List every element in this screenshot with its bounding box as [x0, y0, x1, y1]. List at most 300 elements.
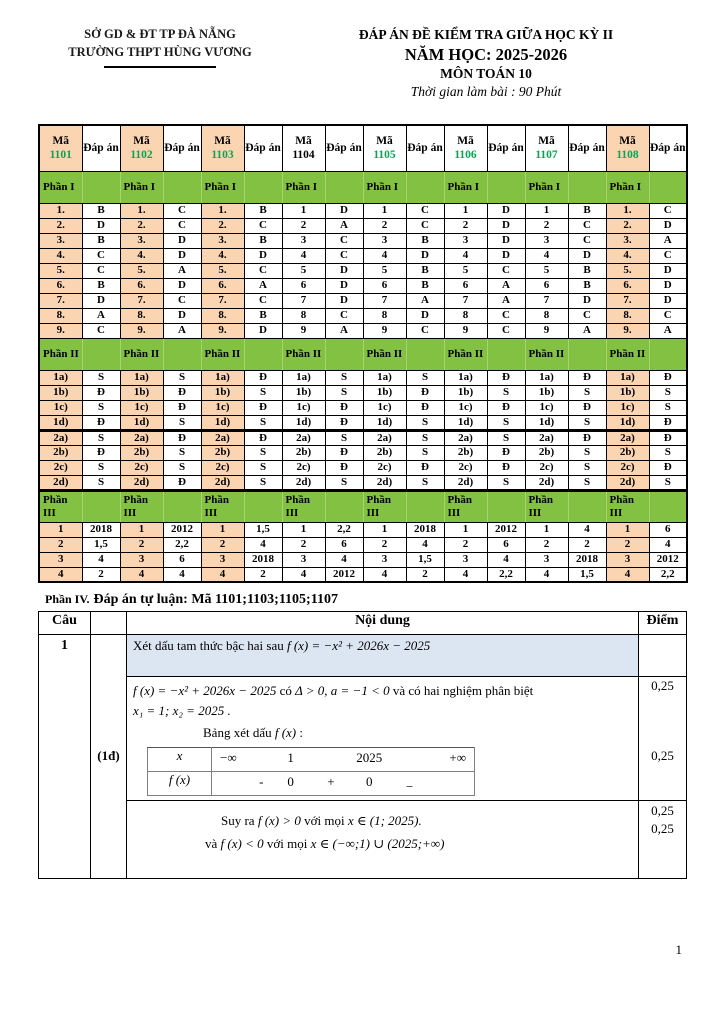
subject-title: MÔN TOÁN 10 [440, 65, 532, 81]
ma-label: Mã [214, 134, 231, 147]
points-cell-2 [639, 800, 687, 878]
answer-cell: B [244, 203, 282, 218]
answer-cell: 2018 [406, 522, 444, 537]
formula: Δ > 0, a = −1 < 0 [295, 683, 390, 699]
answer-cell: 4 [568, 522, 606, 537]
question-label-cell: 3. [201, 233, 244, 248]
question-label-cell: 2 [39, 537, 82, 552]
question-label-cell: 1d) [201, 415, 244, 430]
question-label-cell: 2d) [444, 475, 487, 490]
answer-cell: C [244, 293, 282, 308]
question-label-cell: 1 [525, 522, 568, 537]
answer-cell: B [406, 233, 444, 248]
exam-code: 1102 [130, 149, 153, 162]
answer-cell: S [406, 445, 444, 460]
question-label-cell: 1c) [606, 400, 649, 415]
question-label-cell: 1d) [363, 415, 406, 430]
question-label-cell: 6 [363, 278, 406, 293]
answer-cell: S [568, 460, 606, 475]
answer-cell: 2018 [244, 552, 282, 567]
answer-cell: S [163, 415, 201, 430]
answer-cell: A [244, 278, 282, 293]
answer-cell: A [325, 323, 363, 338]
code-header-cell [444, 125, 487, 171]
answer-cell: 4 [487, 552, 525, 567]
answer-cell: S [568, 385, 606, 400]
question-label-cell: 1b) [363, 385, 406, 400]
question-label-cell: 3. [120, 233, 163, 248]
answer-cell: S [487, 385, 525, 400]
question-label-cell: 9. [606, 323, 649, 338]
answer-cell: D [163, 248, 201, 263]
question-label-cell: 1d) [120, 415, 163, 430]
answer-cell: S [325, 385, 363, 400]
answer-cell: S [244, 415, 282, 430]
answer-cell: C [568, 233, 606, 248]
question-label-cell: 2a) [120, 430, 163, 445]
answer-cell: C [649, 308, 687, 323]
answer-cell: Đ [649, 460, 687, 475]
answer-cell: Đ [244, 400, 282, 415]
answer-cell: 6 [325, 537, 363, 552]
answer-cell: C [568, 308, 606, 323]
answer-cell: Đ [487, 460, 525, 475]
section-label-cell: Phần III [444, 490, 487, 522]
pos-infinity: +∞ [449, 749, 466, 765]
answer-cell: 2012 [163, 522, 201, 537]
question-label-cell: 3 [363, 552, 406, 567]
answer-cell: Đ [325, 445, 363, 460]
answer-cell: 6 [487, 537, 525, 552]
code-header-cell [120, 125, 163, 171]
answer-cell: 2012 [649, 552, 687, 567]
question-label-cell: 1d) [444, 415, 487, 430]
question-label-cell: 4 [525, 248, 568, 263]
exam-code: 1106 [454, 149, 477, 162]
code-header-row [39, 125, 687, 171]
question-label-cell: 1. [606, 203, 649, 218]
sign-minus: − [405, 778, 414, 794]
question-label-cell: 3 [39, 552, 82, 567]
answer-cell: A [163, 263, 201, 278]
formula: f (x) > 0 [257, 812, 301, 828]
question-label-cell: 1a) [39, 370, 82, 385]
question-label-cell: 2b) [606, 445, 649, 460]
section-label-cell: Phần I [363, 171, 406, 203]
section-label-cell: Phần III [282, 490, 325, 522]
ma-label: Mã [295, 134, 312, 147]
question-label-cell: 1 [363, 203, 406, 218]
question-label-cell: 2 [363, 537, 406, 552]
answer-cell: Đ [568, 370, 606, 385]
question-label-cell: 1 [120, 522, 163, 537]
statement-row [39, 635, 687, 677]
answer-header-cell: Đáp án [163, 125, 201, 171]
question-label-cell: 4 [444, 248, 487, 263]
question-label-cell: 1. [120, 203, 163, 218]
question-label-cell: 5 [525, 263, 568, 278]
header-divider-line [104, 66, 216, 68]
question-points: (1đ) [91, 635, 127, 878]
answer-row [39, 400, 687, 415]
answer-row [39, 385, 687, 400]
sign-chart-signs [212, 771, 475, 795]
question-label-cell: 4 [282, 248, 325, 263]
question-label-cell: 1a) [201, 370, 244, 385]
points-value: 0,25 [651, 802, 674, 818]
question-label-cell: 6. [201, 278, 244, 293]
answer-cell: A [82, 308, 120, 323]
answer-cell: C [406, 323, 444, 338]
section-filler-cell [163, 338, 201, 370]
formula: f (x) = −x² + 2026x − 2025 [133, 683, 277, 699]
question-label-cell: 2c) [363, 460, 406, 475]
question-label-cell: 1d) [606, 415, 649, 430]
section-filler-cell [649, 490, 687, 522]
answer-cell: Đ [82, 415, 120, 430]
answer-cell: S [406, 430, 444, 445]
section-filler-cell [244, 490, 282, 522]
answer-cell: Đ [649, 415, 687, 430]
question-label-cell: 6 [282, 278, 325, 293]
answer-cell: Đ [406, 385, 444, 400]
answer-cell: S [325, 430, 363, 445]
answer-cell: 2012 [325, 567, 363, 582]
section-label-cell: Phần III [525, 490, 568, 522]
answer-cell: D [325, 263, 363, 278]
question-label-cell: 1b) [282, 385, 325, 400]
answer-cell: C [406, 218, 444, 233]
answer-header-cell: Đáp án [244, 125, 282, 171]
question-label-cell: 9. [120, 323, 163, 338]
question-label-cell: 2 [444, 537, 487, 552]
answer-cell: 2012 [487, 522, 525, 537]
answer-cell: S [163, 460, 201, 475]
answer-cell: B [406, 263, 444, 278]
question-label-cell: 2c) [201, 460, 244, 475]
answer-cell: C [325, 308, 363, 323]
ma-label: Mã [52, 134, 70, 147]
question-label-cell: 2b) [201, 445, 244, 460]
question-label-cell: 4 [282, 567, 325, 582]
answer-cell: A [487, 293, 525, 308]
section-row [39, 490, 687, 522]
question-label-cell: 2b) [525, 445, 568, 460]
points-cell-1 [639, 677, 687, 800]
answer-cell: D [163, 308, 201, 323]
answer-key-table [38, 124, 688, 583]
answer-cell: S [568, 475, 606, 490]
answer-row [39, 567, 687, 582]
section-label-cell: Phần III [606, 490, 649, 522]
section-label-cell: Phần III [120, 490, 163, 522]
section-label-cell: Phần II [39, 338, 82, 370]
answer-cell: C [649, 248, 687, 263]
answer-row [39, 460, 687, 475]
question-label-cell: 7. [606, 293, 649, 308]
section-label-cell: Phần II [444, 338, 487, 370]
answer-cell: D [325, 278, 363, 293]
solution-content-2 [127, 800, 639, 878]
statement-text: Xét dấu tam thức bậc hai sau [133, 638, 287, 654]
text: Suy ra [221, 812, 258, 828]
section-label-cell: Phần I [120, 171, 163, 203]
answer-cell: D [568, 248, 606, 263]
question-label-cell: 2a) [444, 430, 487, 445]
answer-cell: S [325, 475, 363, 490]
essay-header-row [39, 612, 687, 635]
section-filler-cell [82, 490, 120, 522]
question-label-cell: 1c) [282, 400, 325, 415]
answer-cell: 2,2 [325, 522, 363, 537]
answer-cell: C [82, 323, 120, 338]
answer-cell: D [406, 308, 444, 323]
question-label-cell: 8. [606, 308, 649, 323]
question-label-cell: 1 [201, 522, 244, 537]
question-label-cell: 5. [39, 263, 82, 278]
answer-cell: B [82, 203, 120, 218]
answer-cell: Đ [163, 430, 201, 445]
answer-cell: C [244, 218, 282, 233]
answer-header-cell: Đáp án [568, 125, 606, 171]
answer-cell: D [568, 293, 606, 308]
question-label-cell: 2d) [201, 475, 244, 490]
exam-duration: Thời gian làm bài : 90 Phút [410, 83, 562, 99]
solution-content-1 [127, 677, 639, 800]
formula: x ∈ (−∞;1) ∪ (2025;+∞) [310, 835, 445, 851]
answer-row [39, 293, 687, 308]
question-label-cell: 1 [363, 522, 406, 537]
answer-cell: C [163, 293, 201, 308]
text: và có hai nghiệm phân biệt [389, 683, 534, 699]
question-label-cell: 1b) [201, 385, 244, 400]
answer-cell: 1,5 [406, 552, 444, 567]
question-label-cell: 2a) [201, 430, 244, 445]
exam-code: 1108 [616, 149, 639, 162]
answer-cell: A [649, 233, 687, 248]
answer-cell: C [487, 323, 525, 338]
answer-cell: 2,2 [487, 567, 525, 582]
sign-chart-var: x [148, 747, 212, 771]
document-header [0, 0, 724, 100]
answer-cell: S [244, 445, 282, 460]
answer-cell: D [163, 278, 201, 293]
answer-cell: D [163, 233, 201, 248]
answer-row [39, 203, 687, 218]
question-label-cell: 2 [444, 218, 487, 233]
ma-label: Mã [133, 134, 150, 147]
answer-header-cell: Đáp án [649, 125, 687, 171]
answer-cell: S [649, 475, 687, 490]
text: với mọi [263, 835, 311, 851]
question-label-cell: 7 [444, 293, 487, 308]
solution-row-1 [39, 677, 687, 800]
answer-row [39, 278, 687, 293]
answer-cell: B [568, 263, 606, 278]
answer-cell: D [649, 278, 687, 293]
question-label-cell: 2a) [363, 430, 406, 445]
answer-cell: Đ [82, 385, 120, 400]
section-label-cell: Phần II [606, 338, 649, 370]
answer-cell: D [649, 218, 687, 233]
answer-cell: S [487, 415, 525, 430]
question-label-cell: 2d) [282, 475, 325, 490]
answer-row [39, 323, 687, 338]
answer-cell: 4 [649, 537, 687, 552]
question-label-cell: 1c) [39, 400, 82, 415]
formula: f (x) < 0 [220, 835, 264, 851]
question-label-cell: 1. [39, 203, 82, 218]
question-label-cell: 1b) [444, 385, 487, 400]
section-label-cell: Phần II [120, 338, 163, 370]
answer-cell: D [82, 293, 120, 308]
solution-line-2: x₁ = 1; x₂ = 2025 . [133, 703, 231, 719]
question-label-cell: 1a) [120, 370, 163, 385]
question-label-cell: 1b) [606, 385, 649, 400]
question-label-cell: 1b) [39, 385, 82, 400]
question-label-cell: 2b) [444, 445, 487, 460]
org-block [40, 26, 280, 100]
question-label-cell: 5 [363, 263, 406, 278]
section-label-cell: Phần I [39, 171, 82, 203]
question-label-cell: 4 [39, 567, 82, 582]
question-label-cell: 2c) [120, 460, 163, 475]
question-label-cell: 8. [39, 308, 82, 323]
code-header-cell [201, 125, 244, 171]
question-label-cell: 2. [120, 218, 163, 233]
question-label-cell: 1. [201, 203, 244, 218]
section-filler-cell [163, 171, 201, 203]
sign-chart-x-values [212, 747, 475, 771]
section-label-cell: Phần II [282, 338, 325, 370]
question-label-cell: 8. [201, 308, 244, 323]
answer-cell: C [163, 203, 201, 218]
answer-cell: S [568, 415, 606, 430]
neg-infinity: −∞ [220, 749, 237, 765]
section-filler-cell [82, 338, 120, 370]
question-label-cell: 2a) [525, 430, 568, 445]
answer-cell: B [406, 278, 444, 293]
section-label-cell: Phần I [201, 171, 244, 203]
question-label-cell: 2c) [606, 460, 649, 475]
org-line-2: TRƯỜNG THPT HÙNG VƯƠNG [68, 44, 252, 59]
answer-cell: Đ [568, 400, 606, 415]
question-label-cell: 2b) [363, 445, 406, 460]
answer-cell: C [163, 218, 201, 233]
answer-cell: D [244, 323, 282, 338]
answer-cell: D [325, 203, 363, 218]
answer-cell: Đ [244, 370, 282, 385]
answer-cell: 2,2 [649, 567, 687, 582]
answer-row [39, 248, 687, 263]
answer-cell: D [649, 293, 687, 308]
exam-code: 1101 [49, 149, 72, 162]
answer-cell: D [487, 203, 525, 218]
question-label-cell: 3. [39, 233, 82, 248]
question-label-cell: 9. [39, 323, 82, 338]
question-label-cell: 4. [120, 248, 163, 263]
answer-cell: 6 [163, 552, 201, 567]
org-line-1: SỞ GD & ĐT TP ĐÀ NẴNG [84, 27, 236, 41]
answer-cell: D [649, 263, 687, 278]
points-cell-empty [639, 635, 687, 677]
conclusion-line-2 [205, 834, 632, 854]
question-label-cell: 2c) [444, 460, 487, 475]
question-label-cell: 1 [444, 203, 487, 218]
ma-label: Mã [457, 134, 474, 147]
text: có [276, 683, 296, 699]
answer-cell: C [406, 203, 444, 218]
sign-chart-table [147, 747, 475, 796]
answer-row [39, 475, 687, 490]
question-label-cell: 5 [282, 263, 325, 278]
answer-cell: 2,2 [163, 537, 201, 552]
question-label-cell: 1d) [282, 415, 325, 430]
question-label-cell: 5 [444, 263, 487, 278]
question-label-cell: 4 [606, 567, 649, 582]
answer-row [39, 370, 687, 385]
answer-cell: S [82, 400, 120, 415]
answer-row [39, 537, 687, 552]
solution-row-2 [39, 800, 687, 878]
answer-cell: Đ [244, 430, 282, 445]
root-2: 2025 [356, 749, 383, 765]
question-label-cell: 1 [282, 522, 325, 537]
question-label-cell: 3 [606, 552, 649, 567]
sign-zero: 0 [287, 773, 294, 789]
code-header-cell [363, 125, 406, 171]
answer-cell: S [244, 385, 282, 400]
answer-row [39, 522, 687, 537]
answer-cell: Đ [325, 415, 363, 430]
question-label-cell: 1c) [444, 400, 487, 415]
statement-formula: f (x) = −x² + 2026x − 2025 [286, 638, 431, 654]
answer-cell: 2 [568, 537, 606, 552]
question-label-cell: 8. [120, 308, 163, 323]
answer-cell: C [325, 233, 363, 248]
answer-cell: C [487, 308, 525, 323]
answer-cell: S [163, 370, 201, 385]
answer-cell: 4 [82, 552, 120, 567]
question-label-cell: 5. [120, 263, 163, 278]
conclusion-line-1 [221, 811, 632, 831]
col-header-cau: Câu [39, 612, 91, 635]
question-label-cell: 6. [606, 278, 649, 293]
answer-cell: B [568, 203, 606, 218]
question-label-cell: 1 [525, 203, 568, 218]
question-label-cell: 2a) [606, 430, 649, 445]
section-filler-cell [487, 490, 525, 522]
question-label-cell: 6. [120, 278, 163, 293]
points-value: 0,25 [651, 678, 674, 694]
sign-plus: + [327, 773, 335, 789]
question-label-cell: 9 [525, 323, 568, 338]
answer-cell: Đ [568, 430, 606, 445]
exam-code: 1104 [292, 149, 315, 162]
section-label-cell: Phần III [39, 490, 82, 522]
question-label-cell: 8 [525, 308, 568, 323]
answer-cell: 2 [244, 567, 282, 582]
section-filler-cell [325, 171, 363, 203]
question-label-cell: 6 [444, 278, 487, 293]
question-label-cell: 1 [444, 522, 487, 537]
code-header-cell [39, 125, 82, 171]
sign-minus: - [259, 773, 264, 789]
question-label-cell: 8 [444, 308, 487, 323]
question-label-cell: 4 [363, 248, 406, 263]
question-label-cell: 7. [120, 293, 163, 308]
sign-chart-func: f (x) [148, 771, 212, 795]
